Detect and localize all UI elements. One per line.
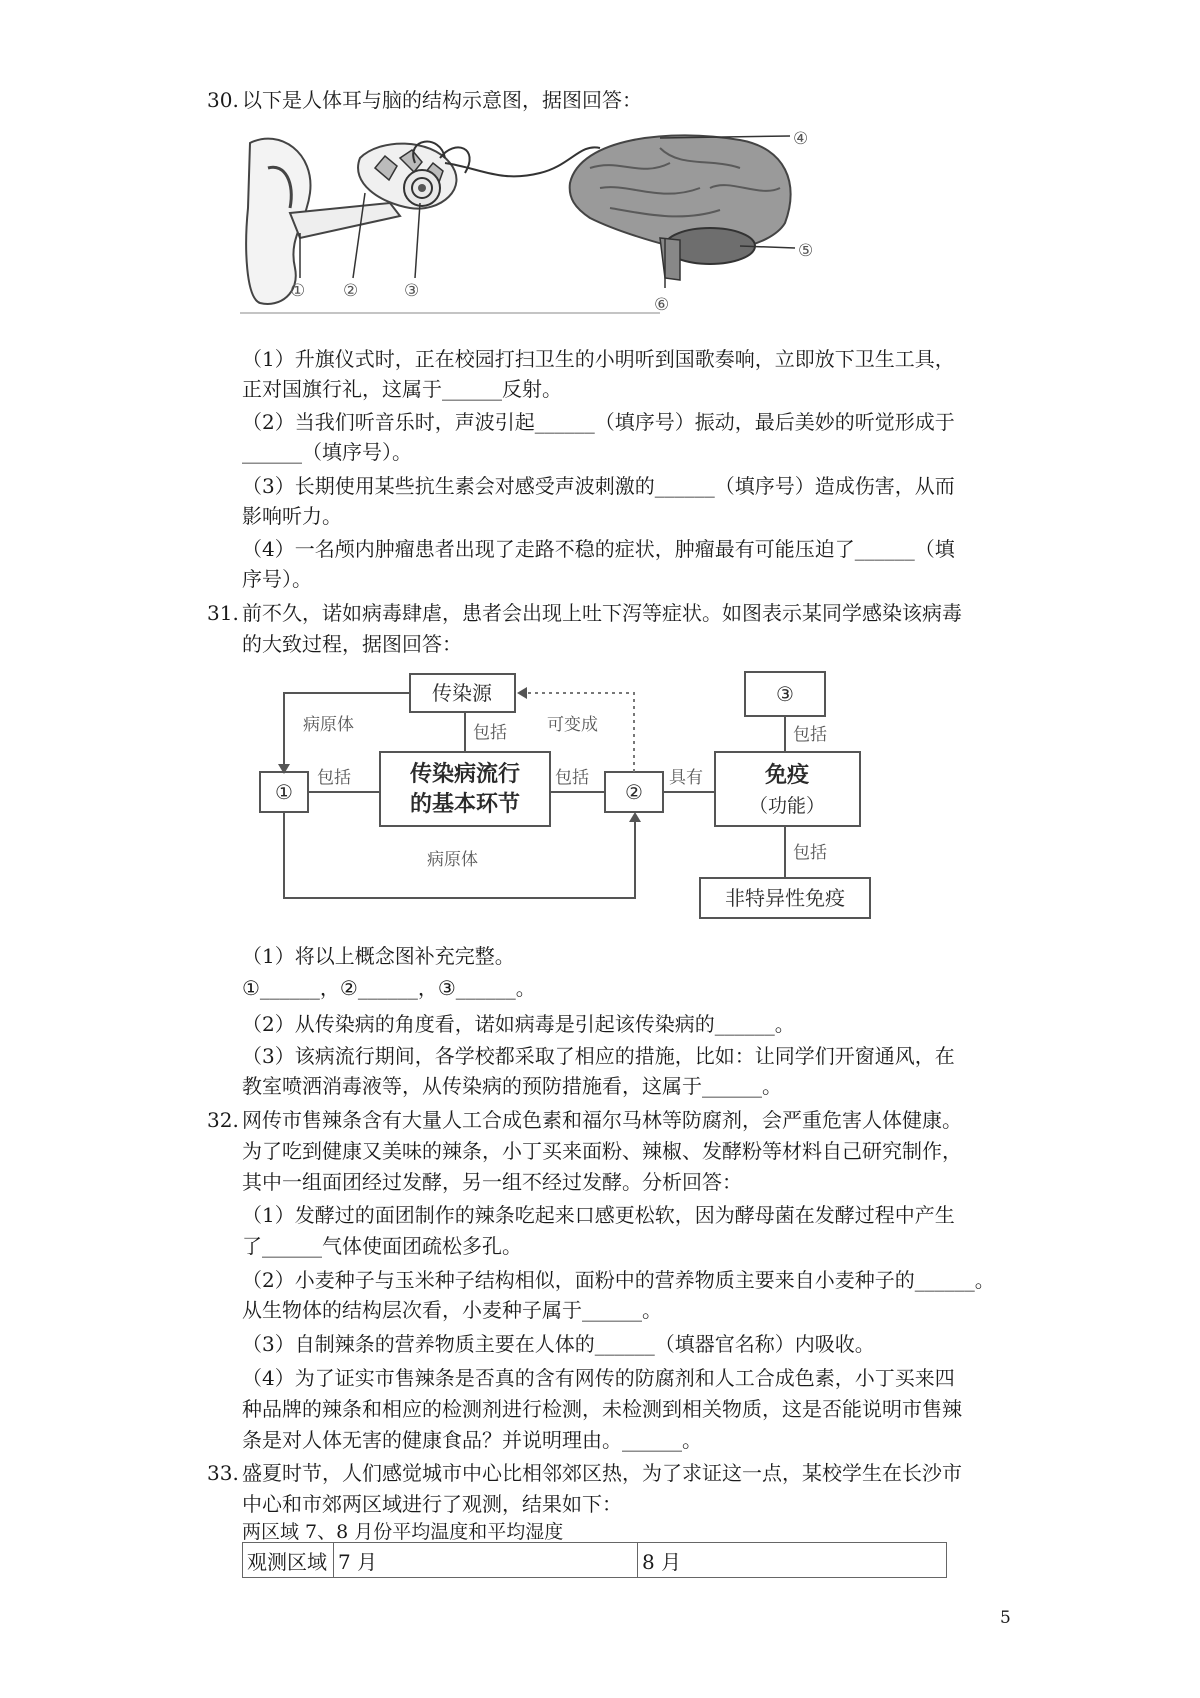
sub-question: 正对国旗行礼，这属于______反射。	[242, 377, 562, 401]
table-header-cell: 8 月	[638, 1543, 947, 1578]
question-number: 31.	[207, 601, 239, 625]
sub-question: （1）发酵过的面团制作的辣条吃起来口感更松软，因为酵母菌在发酵过程中产生	[242, 1203, 955, 1227]
sub-question: （1）将以上概念图补充完整。	[242, 944, 515, 968]
table-header-cell: 观测区域	[243, 1543, 334, 1578]
sub-question: （2）小麦种子与玉米种子结构相似，面粉中的营养物质主要来自小麦种子的______。	[242, 1268, 995, 1292]
sub-question: 序号）。	[242, 567, 312, 591]
immunity-line-2: （功能）	[748, 795, 826, 817]
sub-question: （1）升旗仪式时，正在校园打扫卫生的小明听到国歌奏响，立即放下卫生工具，	[242, 347, 955, 371]
sub-question: 条是对人体无害的健康食品？并说明理由。______。	[242, 1428, 702, 1452]
sub-question: （3）自制辣条的营养物质主要在人体的______（填器官名称）内吸收。	[242, 1332, 875, 1356]
question-number: 30.	[207, 88, 239, 112]
sub-question: 影响听力。	[242, 504, 342, 528]
ear-brain-figure	[240, 128, 840, 338]
nonspecific-label: 非特异性免疫	[725, 886, 845, 910]
box-1-label: ①	[275, 780, 293, 804]
sub-question: 从生物体的结构层次看，小麦种子属于______。	[242, 1298, 662, 1322]
edge-pathogen-top: 病原体	[303, 715, 354, 735]
sub-question: （4）一名颅内肿瘤患者出现了走路不稳的症状，肿瘤最有可能压迫了______（填	[242, 537, 955, 561]
sub-question: 了______气体使面团疏松多孔。	[242, 1234, 522, 1258]
infection-concept-map	[255, 668, 905, 928]
sub-question: ①______，②______，③______。	[242, 976, 536, 1000]
page-number: 5	[1000, 1608, 1011, 1628]
sub-question: （2）从传染病的角度看，诺如病毒是引起该传染病的______。	[242, 1012, 795, 1036]
question-stem: 为了吃到健康又美味的辣条，小丁买来面粉、辣椒、发酵粉等材料自己研究制作，	[242, 1139, 962, 1163]
center-line-2: 的基本环节	[409, 791, 521, 817]
center-line-1: 传染病流行	[409, 761, 521, 787]
sub-question: 种品牌的辣条和相应的检测剂进行检测，未检测到相关物质，这是否能说明市售辣	[242, 1397, 962, 1421]
table-row	[243, 1543, 947, 1578]
source-label: 传染源	[432, 681, 492, 705]
sub-question: （3）长期使用某些抗生素会对感受声波刺激的______（填序号）造成伤害，从而	[242, 474, 955, 498]
edge-include-imm-bottom: 包括	[793, 843, 827, 863]
edge-include-left: 包括	[317, 768, 351, 788]
edge-have: 具有	[669, 768, 703, 788]
edge-include-right: 包括	[555, 768, 589, 788]
question-stem: 其中一组面团经过发酵，另一组不经过发酵。分析回答：	[242, 1170, 742, 1194]
question-stem: 中心和市郊两区域进行了观测，结果如下：	[242, 1492, 622, 1516]
sub-question: （4）为了证实市售辣条是否真的含有网传的防腐剂和人工合成色素，小丁买来四	[242, 1366, 955, 1390]
label-6: ⑥	[654, 295, 670, 315]
question-number: 32.	[207, 1108, 239, 1132]
sub-question: ______（填序号）。	[242, 440, 412, 464]
edge-become: 可变成	[547, 715, 598, 735]
sub-question: 教室喷洒消毒液等，从传染病的预防措施看，这属于______。	[242, 1074, 782, 1098]
box-2-label: ②	[625, 780, 643, 804]
question-stem: 的大致过程，据图回答：	[242, 632, 462, 656]
edge-include-imm-top: 包括	[793, 725, 827, 745]
question-stem: 盛夏时节，人们感觉城市中心比相邻郊区热，为了求证这一点，某校学生在长沙市	[242, 1461, 962, 1485]
box-3-label: ③	[776, 682, 794, 706]
edge-include-top: 包括	[473, 723, 507, 743]
observation-table	[242, 1542, 947, 1578]
label-3: ③	[404, 281, 420, 301]
sub-question: （2）当我们听音乐时，声波引起______（填序号）振动，最后美妙的听觉形成于	[242, 410, 955, 434]
question-stem: 前不久，诺如病毒肆虐，患者会出现上吐下泻等症状。如图表示某同学感染该病毒	[242, 601, 962, 625]
question-stem: 以下是人体耳与脑的结构示意图，据图回答：	[242, 88, 642, 112]
label-1: ①	[290, 281, 306, 301]
immunity-line-1: 免疫	[764, 762, 810, 788]
label-2: ②	[343, 281, 359, 301]
question-stem: 网传市售辣条含有大量人工合成色素和福尔马林等防腐剂，会严重危害人体健康。	[242, 1108, 962, 1132]
sub-question: （3）该病流行期间，各学校都采取了相应的措施，比如：让同学们开窗通风，在	[242, 1044, 955, 1068]
edge-pathogen-bottom: 病原体	[427, 850, 478, 870]
table-caption: 两区域 7、8 月份平均温度和平均湿度	[242, 1521, 564, 1543]
label-4: ④	[793, 129, 809, 149]
question-number: 33.	[207, 1461, 239, 1485]
label-5: ⑤	[798, 241, 814, 261]
table-header-cell: 7 月	[334, 1543, 638, 1578]
